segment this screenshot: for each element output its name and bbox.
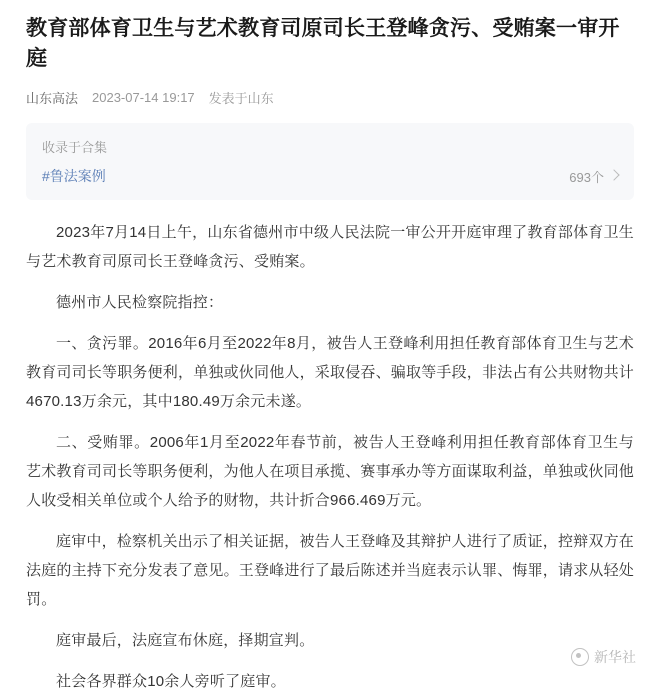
paragraph: 二、受贿罪。2006年1月至2022年春节前，被告人王登峰利用担任教育部体育卫生与艺术教育司司长等职务便利，为他人在项目承揽、赛事承办等方面谋取利益，单独或伙同他人收受相关单位或个人给予的财物，共计折合966.469万元。 [26,434,635,509]
article-author[interactable]: 山东高法 [26,91,79,106]
collection-tag-link[interactable]: #鲁法案例 [42,168,106,184]
paragraph: 社会各界群众10余人旁听了庭审。 [56,673,286,690]
watermark-label: 新华社 [594,649,636,665]
collection-label: 收录于合集 [42,140,108,155]
paragraph: 2023年7月14日上午，山东省德州市中级人民法院一审公开开庭审理了教育部体育卫生与艺术教育司原司长王登峰贪污、受贿案。 [26,224,634,270]
article-meta [26,88,634,107]
chevron-right-icon [608,169,619,180]
paragraph: 一、贪污罪。2016年6月至2022年8月，被告人王登峰利用担任教育部体育卫生与艺术教育司司长等职务便利，单独或伙同他人，采取侵吞、骗取等手段，非法占有公共财物共计4670.13万余元，其中180.49万余元未遂。 [26,335,635,410]
paragraph: 庭审中，检察机关出示了相关证据，被告人王登峰及其辩护人进行了质证，控辩双方在法庭的主持下充分发表了意见。王登峰进行了最后陈述并当庭表示认罪、悔罪，请求从轻处罚。 [26,533,635,608]
watermark [571,647,636,667]
collection-row[interactable] [42,166,618,186]
paragraph: 庭审最后，法庭宣布休庭，择期宣判。 [56,632,315,649]
article-timestamp: 2023-07-14 19:17 [92,90,195,105]
collection-count-group[interactable] [569,167,618,186]
collection-count: 693个 [569,169,604,185]
article-body [26,218,634,696]
page-title: 教育部体育卫生与艺术教育司原司长王登峰贪污、受贿案一审开庭 [26,17,620,70]
weibo-eye-icon [571,648,589,666]
article-location: 发表于山东 [208,91,274,106]
collection-card[interactable] [26,123,634,200]
paragraph: 德州市人民检察院指控： [56,294,224,311]
